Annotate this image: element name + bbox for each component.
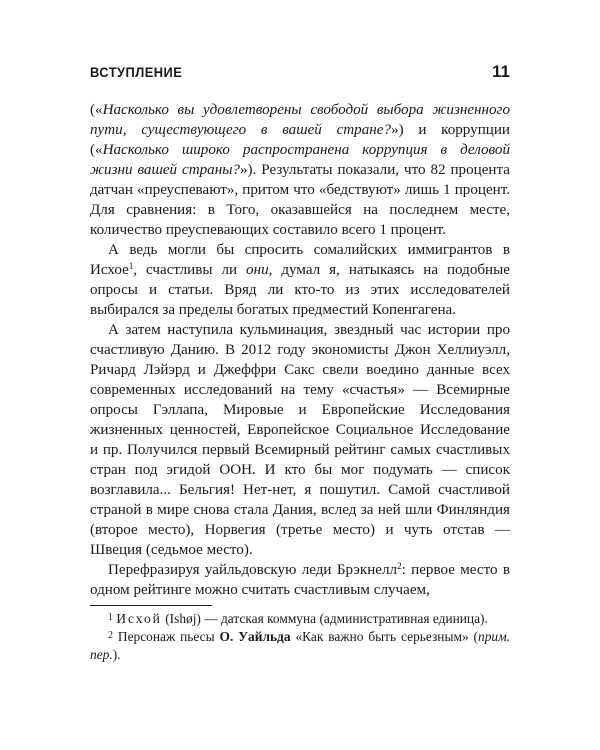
- italic-word: они: [246, 262, 269, 278]
- text-run: , счастливы ли: [133, 262, 247, 278]
- footnote-text: «Как важно быть серьезным» (: [290, 629, 479, 644]
- text-run: , думал я, натыкаясь на подобные опросы и статьи. Вряд ли кто-то из этих исследователей выбирался за пределы богатых предместий Копенгагена.: [90, 262, 510, 318]
- footnote-ref[interactable]: 1: [128, 261, 134, 271]
- footnote-number: 1: [108, 612, 113, 623]
- footnote-author: О. Уайльда: [219, 629, 291, 644]
- text-run: А ведь могли бы спросить сомалийских иммигрантов в Исхое: [90, 242, 510, 278]
- footnote-1: [90, 610, 510, 628]
- footnote-text: ).: [112, 647, 121, 662]
- text-run: («: [90, 102, 103, 118]
- footnote-divider: [90, 605, 212, 606]
- footnote-2: [90, 628, 510, 664]
- footnote-term: Исхой: [116, 611, 162, 626]
- text-run: : первое место в одном рейтинге можно считать счастливым случаем,: [90, 562, 510, 598]
- running-head: ВСТУПЛЕНИЕ: [90, 64, 183, 80]
- paragraph-4: [90, 560, 510, 600]
- text-run: »). Результаты показали, что 82 процента датчан «преуспевают», притом что «бедствуют» лишь 1 процент. Для сравнения: в Того, оказавшейся на последнем месте, количество преуспевающих составило всего 1 процент.: [90, 162, 510, 238]
- italic-quote: Насколько широко распространена коррупция в деловой жизни вашей страны?: [90, 142, 510, 178]
- footnote-ref[interactable]: 2: [397, 561, 402, 571]
- footnote-note: прим. пер.: [90, 629, 510, 662]
- main-text: [90, 100, 510, 600]
- page-number: 11: [492, 62, 510, 81]
- italic-quote: Насколько вы удовлетворены свободой выбора жизненного пути, существующего в вашей стране?: [90, 102, 510, 138]
- paragraph-1: [90, 100, 510, 240]
- footnotes: [90, 610, 510, 664]
- page-header: [90, 62, 510, 82]
- text-run: Перефразируя уайльдовскую леди Брэкнелл: [108, 562, 398, 578]
- paragraph-2: [90, 240, 510, 320]
- text-run: ») и коррупции («: [90, 122, 511, 158]
- footnote-number: 2: [108, 630, 113, 641]
- footnote-text: Персонаж пьесы: [113, 629, 220, 644]
- footnote-text: (Ishøj) — датская коммуна (административная единица).: [161, 611, 488, 626]
- paragraph-3: А затем наступила кульминация, звездный час истории про счастливую Данию. В 2012 году экономисты Джон Хеллиуэлл, Ричард Лэйэрд и Джеффри Сакс свели воедино данные всех современных исследований на тему «счастья» — Всемирные опросы Гэллапа, Мировые и Европейские Исследования жизненных ценностей, Европейское Социальное Исследование и пр. Получился первый Всемирный рейтинг самых счастливых стран под эгидой ООН. И кто бы мог подумать — список возглавила... Бельгия! Нет-нет, я пошутил. Самой счастливой страной в мире снова стала Дания, вслед за ней шли Финляндия (второе место), Норвегия (третье место) и чуть отстав — Швеция (седьмое место).: [90, 322, 510, 558]
